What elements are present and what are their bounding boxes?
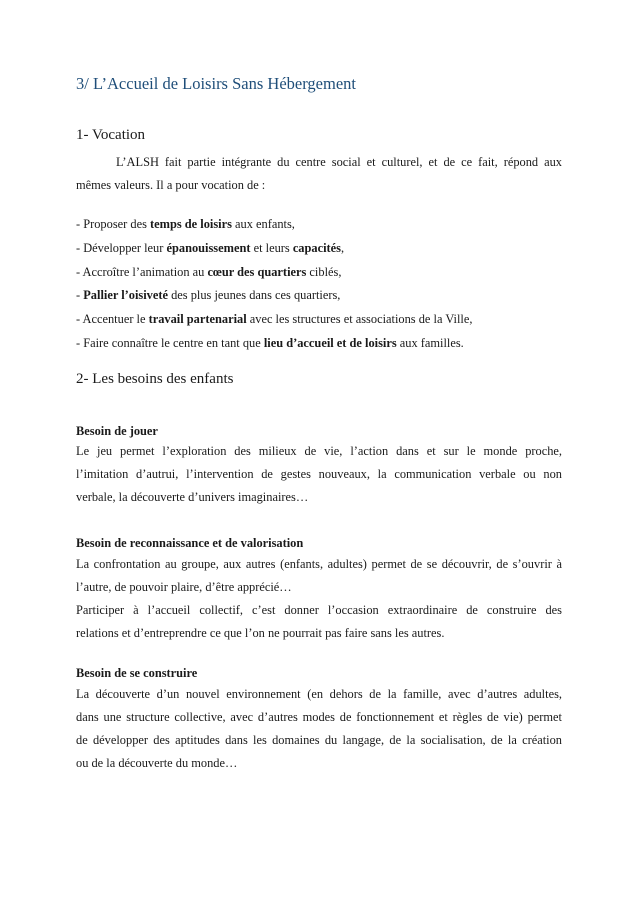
list-item: - Développer leur épanouissement et leurs capacités, bbox=[76, 240, 345, 255]
paragraph-line: l’imitation d’autrui, l’intervention de gestes nouveaux, la communication verbale ou non bbox=[76, 467, 562, 481]
besoin-reconnaissance-title: Besoin de reconnaissance et de valorisation bbox=[76, 536, 304, 550]
paragraph-line: ou de la découverte du monde… bbox=[76, 756, 238, 770]
besoins-heading: 2- Les besoins des enfants bbox=[76, 371, 234, 387]
vocation-heading: 1- Vocation bbox=[76, 127, 146, 143]
paragraph-line: relations et d’entreprendre ce que l’on ne pourrait pas faire sans les autres. bbox=[76, 626, 445, 640]
vocation-bullet-list bbox=[76, 213, 562, 356]
list-item: - Proposer des temps de loisirs aux enfants, bbox=[76, 217, 295, 231]
paragraph-line: Participer à l’accueil collectif, c’est donner l’occasion extraordinaire de construire des bbox=[76, 603, 562, 617]
list-item: - Faire connaître le centre en tant que lieu d’accueil et de loisirs aux familles. bbox=[76, 335, 464, 350]
besoin-construire-text bbox=[76, 683, 562, 775]
list-item: - Accentuer le travail partenarial avec les structures et associations de la Ville, bbox=[76, 312, 473, 327]
vocation-intro bbox=[76, 151, 562, 197]
paragraph-line: La découverte d’un nouvel environnement (en dehors de la famille, avec d’autres adultes, bbox=[76, 687, 562, 701]
paragraph-line: La confrontation au groupe, aux autres (enfants, adultes) permet de se découvrir, de s’ouvrir à bbox=[76, 557, 562, 571]
list-item: - Pallier l’oisiveté des plus jeunes dans ces quartiers, bbox=[76, 288, 341, 303]
paragraph-line: de développer des aptitudes dans les domaines du langage, de la socialisation, de la création bbox=[76, 733, 562, 747]
paragraph-line: verbale, la découverte d’univers imaginaires… bbox=[76, 490, 309, 504]
besoin-construire-title: Besoin de se construire bbox=[76, 666, 198, 680]
section-title: 3/ L’Accueil de Loisirs Sans Hébergement bbox=[76, 74, 356, 93]
paragraph-line: dans une structure collective, avec d’autres modes de fonctionnement et règles de vie) permet bbox=[76, 710, 562, 724]
list-item: - Accroître l’animation au cœur des quartiers ciblés, bbox=[76, 264, 342, 279]
vocation-intro-line: L’ALSH fait partie intégrante du centre social et culturel, et de ce fait, répond aux bbox=[116, 155, 562, 169]
vocation-intro-line: mêmes valeurs. Il a pour vocation de : bbox=[76, 178, 266, 192]
besoin-reconnaissance-text bbox=[76, 553, 562, 645]
paragraph-line: l’autre, de pouvoir plaire, d’être apprécié… bbox=[76, 580, 292, 594]
besoin-jouer-title: Besoin de jouer bbox=[76, 424, 158, 438]
besoin-jouer-text bbox=[76, 440, 562, 509]
paragraph-line: Le jeu permet l’exploration des milieux de vie, l’action dans et sur le monde proche, bbox=[76, 444, 562, 458]
